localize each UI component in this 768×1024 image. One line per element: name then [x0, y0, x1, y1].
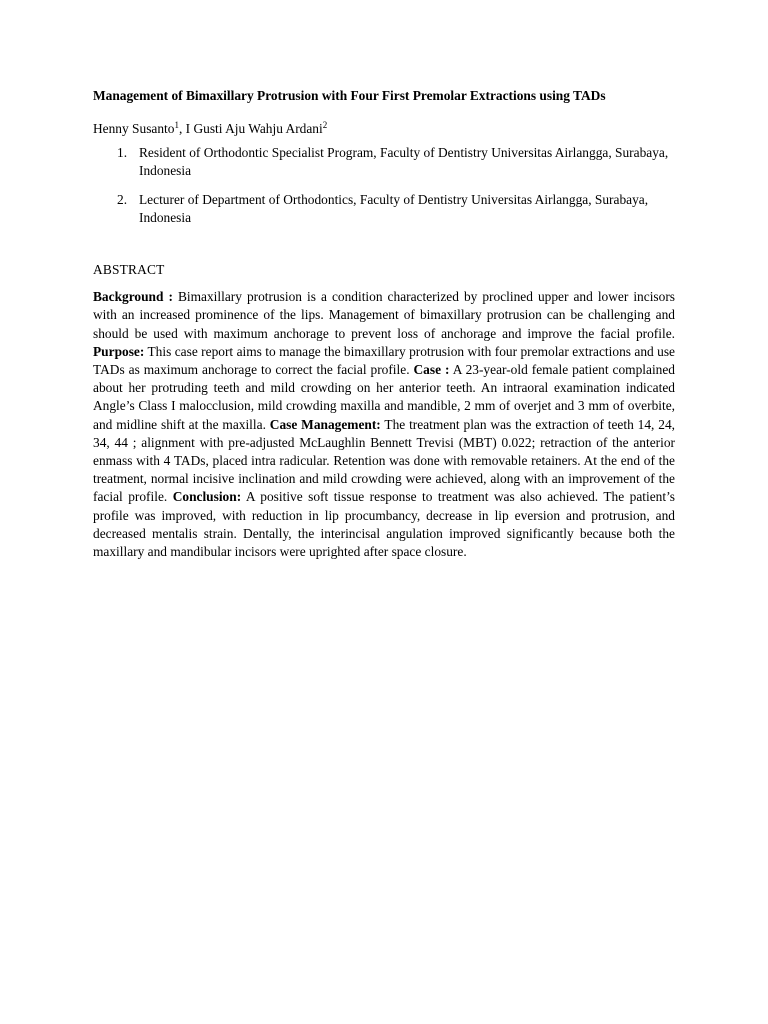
- author-name: Henny Susanto: [93, 121, 175, 136]
- document-page: [93, 87, 675, 561]
- author-name: I Gusti Aju Wahju Ardani: [185, 121, 323, 136]
- affiliation-list: [93, 144, 675, 227]
- affiliation-item: [93, 191, 675, 227]
- author-line: [93, 120, 675, 138]
- purpose-text: This case report aims to manage the bimaxillary protrusion with four premolar extractions and use TADs as maximum anchorage to correct the facial profile.: [93, 343, 675, 378]
- abstract-heading: ABSTRACT: [93, 262, 165, 278]
- author-separator: ,: [178, 121, 186, 136]
- author-affiliation-marker: 2: [322, 120, 328, 130]
- case-management-label: Case Management:: [269, 416, 381, 432]
- case-management-text: The treatment plan was the extraction of teeth 14, 24, 34, 44 ; alignment with pre-adjusted McLaughlin Bennett Trevisi (MBT) 0.022; retraction of the anterior enmass with 4 TADs, placed intra radicular. Retention was done with removable retainers. At the end of the treatment, normal incisive inclination and mild crowding were achieved, along with an improvement of the facial profile.: [93, 416, 676, 505]
- background-label: Background :: [93, 289, 173, 305]
- paper-title: Management of Bimaxillary Protrusion with Four First Premolar Extractions using TADs: [93, 88, 606, 103]
- purpose-label: Purpose:: [93, 343, 145, 359]
- abstract-body: [93, 288, 675, 561]
- case-text: A 23-year-old female patient complained about her protruding teeth and mild crowding on her anterior teeth. An intraoral examination indicated Angle’s Class I malocclusion, mild crowding maxilla and mandible, 2 mm of overjet and 3 mm of overbite, and midline shift at the maxilla.: [93, 362, 676, 432]
- author-affiliation-marker: 1: [174, 120, 179, 130]
- background-text: Bimaxillary protrusion is a condition characterized by proclined upper and lower incisors with an increased prominence of the lips. Management of bimaxillary protrusion can be challenging and should be used with maximum anchorage to prevent loss of anchorage and improve the facial profile.: [93, 289, 675, 341]
- conclusion-text: A positive soft tissue response to treatment was also achieved. The patient’s profile was improved, with reduction in lip procumbancy, decrease in lip eversion and protrusion, and decreased mentalis strain. Dentally, the interincisal angulation improved significantly because both the maxillary and mandibular incisors were uprighted after space closure.: [93, 489, 676, 560]
- affiliation-text: Lecturer of Department of Orthodontics, Faculty of Dentistry Universitas Airlangga, Surabaya, Indonesia: [139, 191, 649, 225]
- affiliation-number: 1.: [117, 145, 128, 161]
- case-label: Case :: [413, 362, 450, 378]
- affiliation-number: 2.: [117, 191, 128, 207]
- conclusion-label: Conclusion:: [172, 489, 242, 505]
- affiliation-item: [93, 144, 675, 180]
- affiliation-text: Resident of Orthodontic Specialist Program, Faculty of Dentistry Universitas Airlangga, Surabaya, Indonesia: [139, 145, 669, 179]
